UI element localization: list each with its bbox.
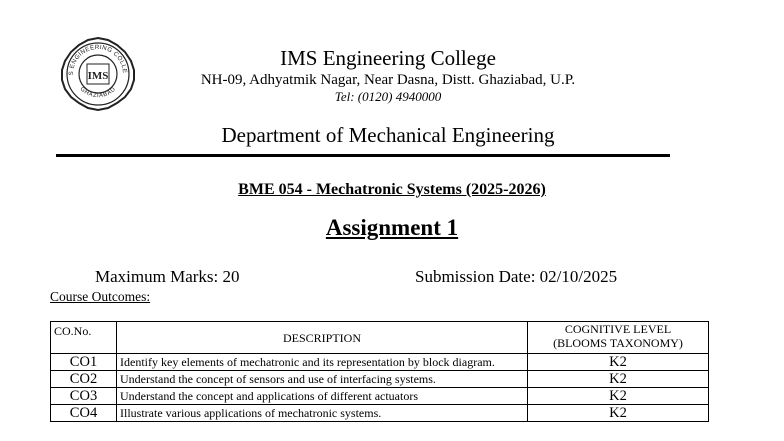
assignment-title: Assignment 1: [325, 215, 459, 240]
course-title: BME 054 - Mechatronic Systems (2025-2026): [238, 181, 546, 198]
co-number: CO4: [51, 405, 117, 422]
co-description: Identify key elements of mechatronic and its representation by block diagram.: [117, 354, 528, 371]
header-cognitive-level: [528, 322, 709, 354]
submission-date: Submission Date: 02/10/2025: [415, 267, 618, 286]
header-description: DESCRIPTION: [117, 322, 528, 354]
co-cognitive-level: K2: [528, 354, 709, 371]
college-seal-icon: [60, 36, 136, 112]
header-co-no: CO.No.: [51, 322, 117, 354]
co-number: CO3: [51, 388, 117, 405]
svg-text:GHAZIABAD: GHAZIABAD: [78, 86, 118, 100]
table-header-row: [51, 322, 709, 354]
maximum-marks: Maximum Marks: 20: [95, 267, 240, 286]
svg-text:IMS ENGINEERING COLLEGE: S ENGINEERING COLLE: [67, 43, 129, 76]
college-name: IMS Engineering College: [280, 46, 496, 70]
co-number: CO1: [51, 354, 117, 371]
co-number: CO2: [51, 371, 117, 388]
department-title: Department of Mechanical Engineering: [221, 123, 555, 147]
header-cognitive-level-line2: (BLOOMS TAXONOMY): [553, 336, 683, 350]
table-row: [51, 354, 709, 371]
course-outcomes-label: Course Outcomes:: [50, 289, 151, 304]
college-logo: [60, 36, 136, 112]
course-outcomes-table: [50, 321, 709, 422]
co-description: Understand the concept and applications of different actuators: [117, 388, 528, 405]
co-description: Understand the concept of sensors and use of interfacing systems.: [117, 371, 528, 388]
college-telephone: Tel: (0120) 4940000: [334, 89, 442, 104]
college-address: NH-09, Adhyatmik Nagar, Near Dasna, Distt. Ghaziabad, U.P.: [200, 72, 576, 88]
svg-text:IMS: IMS: [87, 70, 109, 82]
header-cognitive-level-line1: COGNITIVE LEVEL: [564, 322, 672, 336]
co-cognitive-level: K2: [528, 388, 709, 405]
header-divider: [56, 154, 670, 157]
table-row: [51, 388, 709, 405]
table-row: [51, 371, 709, 388]
co-cognitive-level: K2: [528, 371, 709, 388]
table-row: [51, 405, 709, 422]
co-cognitive-level: K2: [528, 405, 709, 422]
co-description: Illustrate various applications of mechatronic systems.: [117, 405, 528, 422]
